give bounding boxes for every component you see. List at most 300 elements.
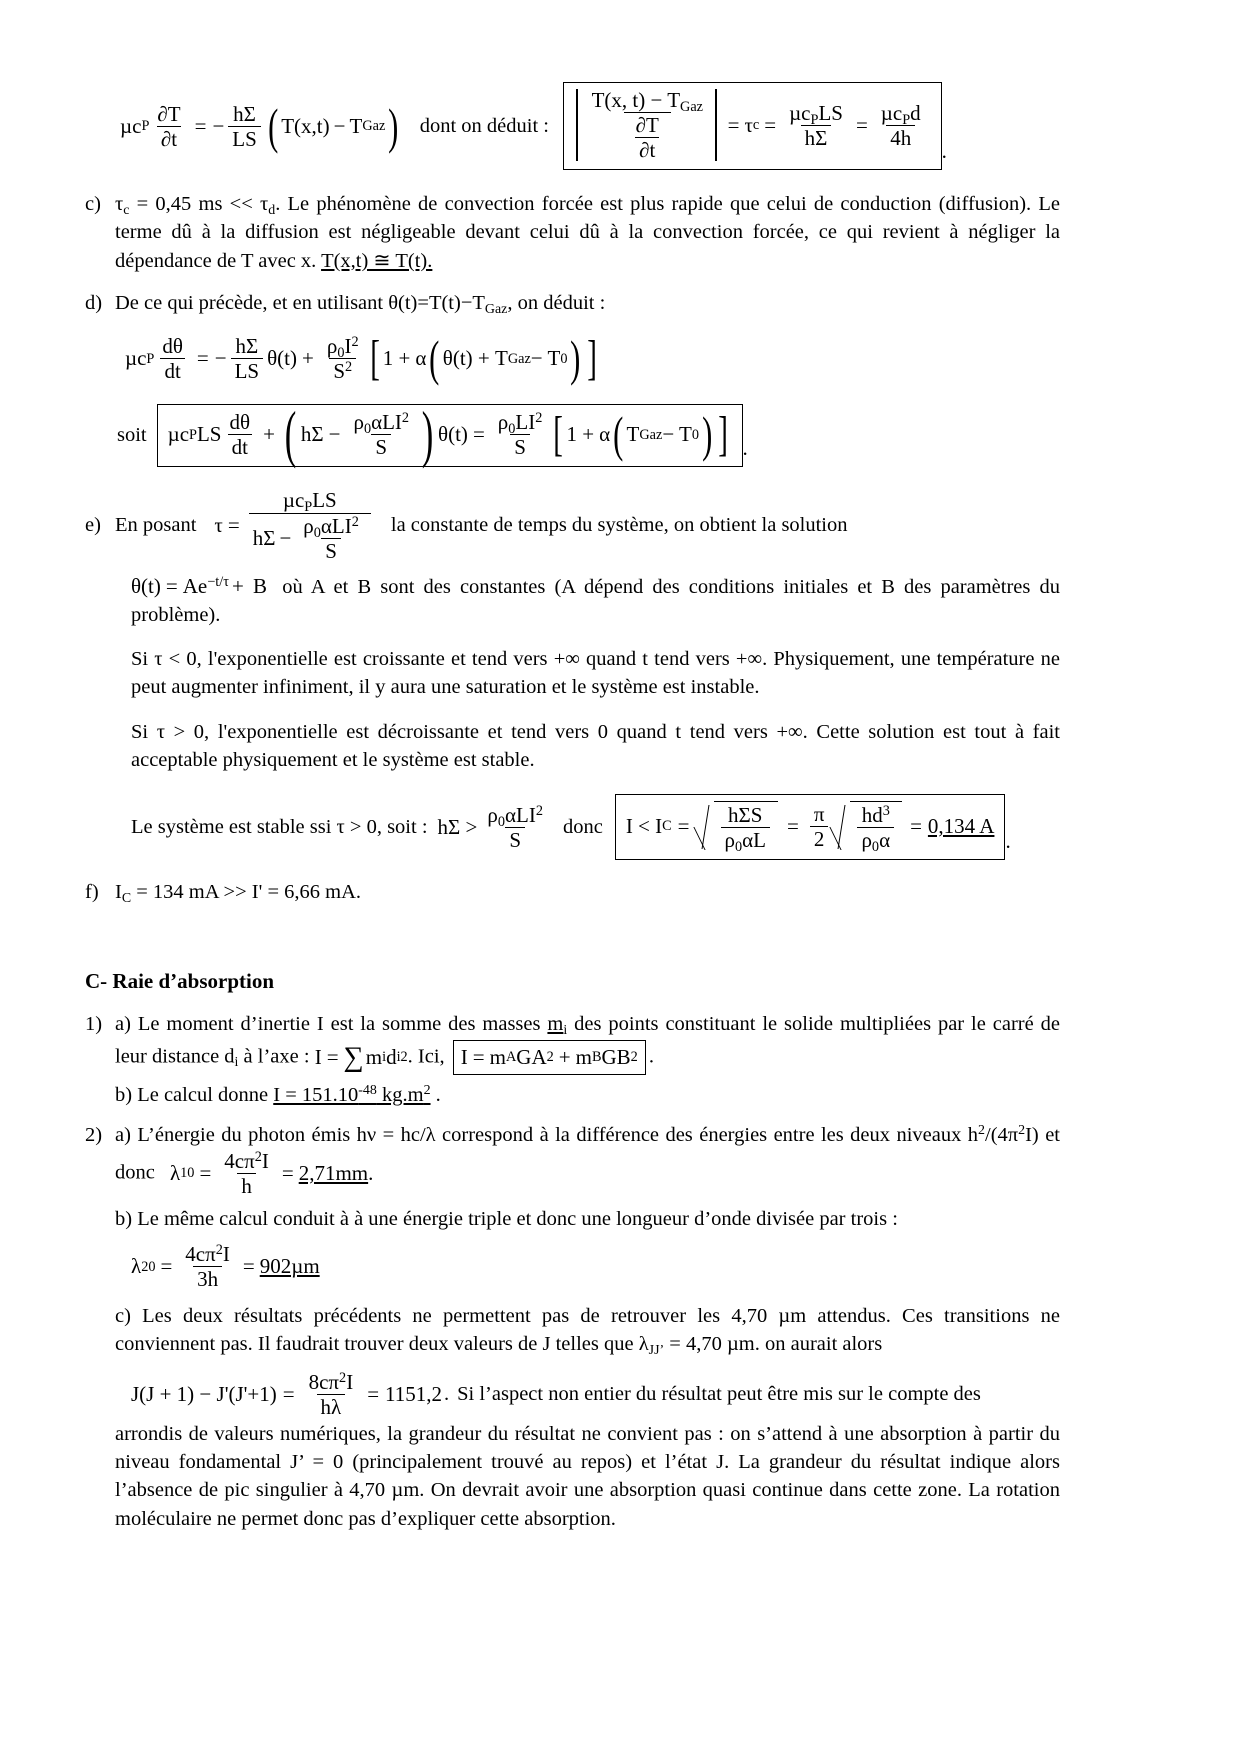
mu-cp-LS-over-h-sigma (785, 102, 847, 149)
rho-symbol: ρ (353, 410, 364, 435)
exponent: -48 (358, 1083, 377, 1099)
fraction-numerator: π (813, 801, 825, 826)
theta-of-t: θ(t) (267, 346, 298, 371)
h-sigma: hΣ (300, 422, 324, 447)
item-e-negative-case (85, 645, 1060, 702)
JJ-subscript: JJ’ (648, 1343, 665, 1359)
period: . (1005, 829, 1011, 854)
alpha-LI: αLI (371, 410, 402, 435)
equals-sign: = (282, 1381, 295, 1406)
equals-sign: = (367, 1381, 380, 1406)
fraction-denominator: S (510, 434, 530, 458)
fraction-denominator: hλ (317, 1394, 346, 1418)
fraction-numerator (588, 88, 707, 115)
paren-open: ( (284, 399, 297, 470)
h-sigma-condition: hΣ > (437, 814, 478, 839)
rho-symbol: ρ (497, 410, 509, 435)
inertia-numeric-result (273, 1084, 430, 1106)
tau-symbol: τ (115, 193, 124, 216)
item-2-text-a: L’énergie du photon émis hν = hc/λ correspond à la différence des énergies entre les deux niveaux h (137, 1124, 979, 1147)
rho0-alpha-LI2-over-S (349, 411, 413, 458)
period: . (648, 1045, 654, 1068)
item-d-marker: d) (85, 291, 103, 314)
rho-subscript: 0 (497, 813, 505, 830)
fraction-numerator: hΣS (728, 803, 763, 828)
pi-over-2-fraction (810, 803, 829, 850)
i-subscript: i (563, 1022, 568, 1038)
equals-sign: = (910, 813, 922, 838)
item-1-marker: 1) (85, 1012, 103, 1035)
sqrt-hsigmaS-over-rho0alphaL (698, 801, 778, 856)
lambda-symbol: λ (131, 1254, 142, 1279)
para-tau-negative: Si τ < 0, l'exponentielle est croissante et tend vers +∞ quand t tend vers +∞. Physiquement, une température ne peut augmenter infiniment, il y aura une saturation et le système est instable. (131, 648, 1060, 699)
exponent: 2 (1018, 1123, 1026, 1139)
minus-sign: − (328, 422, 341, 447)
fraction-numerator: dθ (162, 334, 183, 359)
fraction-denominator (857, 827, 894, 856)
item-e-solution-line (85, 572, 1060, 630)
T-of-x-t: T(x,t) (281, 113, 330, 138)
period: . (742, 436, 748, 461)
exponent: 2 (351, 513, 359, 530)
radical-symbol (698, 801, 714, 851)
theta-plus-Tgaz: θ(t) + T (442, 346, 508, 371)
equation-d2-row (117, 399, 1060, 470)
LI-symbol: LI (515, 410, 536, 435)
bracket-close: ] (587, 331, 597, 385)
hsigmaS-over-rho0alphaL (721, 803, 770, 856)
item-c-text-c: . Le phénomène de convection forcée est plus rapide que celui de conduction (diffusion). Le terme dû à la diffusion est négligeable devant celui dû à la convection forcée, ce qui revient à négliger la dépendance de T avec x. (115, 193, 1060, 272)
d-theta-dt-fraction (158, 335, 187, 382)
one-plus: 1 + (382, 346, 411, 371)
para-tau-positive: Si τ > 0, l'exponentielle est décroissante et tend vers 0 quand t tend vers +∞. Cette solution est tout à fait acceptable physiquement et le système est stable. (131, 720, 1060, 771)
item-e-marker: e) (85, 514, 101, 537)
alpha-LI: αLI (320, 513, 352, 538)
d-symbol: d (386, 1044, 397, 1069)
boxed-tau-c-equation: $\frac{T(x, t) - T_{Gaz}}{\frac{\partial T}{\partial t}}$ = τ c = $\frac{\mu c_PLS}{h\Sigma}$ = $\frac{\mu c_Pd}{4h}$ (563, 82, 942, 170)
S-symbol: S (333, 359, 346, 384)
boxed-equation-d2: µc P LS $\frac{d\theta}{dt}$ + ( hΣ − $\frac{\rho_0\alpha LI^2}{S}$ ) θ(t) = $\frac{\rho_0LI^2}{S}$ [ 1 + α ( T Gaz − T 0 ) ] (157, 404, 743, 467)
T-gaz-subscript: Gaz (484, 301, 508, 317)
item-2-text-f: = 4,70 µm. on aurait alors (664, 1333, 883, 1356)
mu-cp: µc (125, 346, 147, 371)
8cpi: 8cπ (308, 1369, 340, 1394)
numerator-rest: LS (818, 100, 843, 125)
partial-T-partial-t-fraction (153, 103, 184, 150)
I-symbol: I (115, 881, 122, 904)
result-value: I = 151.10 (273, 1084, 359, 1107)
4cpi2I-over-h (220, 1150, 273, 1197)
one-plus: 1 + (566, 422, 595, 447)
paren-open: ( (267, 98, 279, 154)
fraction-denominator: S (371, 434, 391, 458)
item-f-body (115, 878, 1060, 906)
item-2-text-b: /(4π (985, 1124, 1019, 1147)
stability-condition-row (131, 794, 1060, 860)
exponent: 2 (978, 1123, 986, 1139)
item-c (85, 190, 1060, 275)
sub-item-b-marker: b) (115, 1207, 133, 1230)
rho-subscript: 0 (871, 839, 880, 856)
equals-sign: = (227, 513, 240, 538)
rho0-LI2-over-S (494, 411, 547, 458)
item-e-text-c: où A et B sont des constantes (A dépend des conditions initiales et B des paramètres du problème). (131, 575, 1060, 626)
section-c-item-2 (85, 1121, 1060, 1537)
fraction-numerator (220, 1150, 273, 1173)
item-d-body (115, 289, 1060, 317)
hd-symbol: hd (861, 803, 883, 828)
plus-sign: + (263, 422, 275, 447)
bracket-close: ] (718, 407, 729, 461)
item-2-marker: 2) (85, 1124, 103, 1147)
period: . (368, 1160, 374, 1185)
rho-subscript: 0 (508, 421, 516, 438)
hd3-over-rho0alpha (857, 803, 894, 856)
item-f-values: = 134 mA >> I' = 6,66 mA. (131, 881, 362, 904)
period: . (430, 1084, 441, 1107)
equals-sign: = (165, 573, 178, 598)
LS-symbol: LS (312, 488, 337, 513)
item-2-final-paragraph (115, 1420, 1060, 1533)
inner-denominator: S (321, 538, 341, 562)
tau-symbol: τ (214, 513, 223, 538)
fraction-numerator: hΣ (235, 334, 259, 359)
rho-subscript: 0 (337, 345, 345, 362)
alpha-symbol: α (879, 828, 891, 853)
mu-symbol: µ (120, 113, 133, 138)
section-c-title: C- Raie d’absorption (85, 968, 275, 993)
fraction-denominator: dt (228, 434, 252, 458)
S-exponent: 2 (345, 359, 353, 376)
item-1-text-f: Le calcul donne (137, 1084, 274, 1107)
item-2-text-d: Le même calcul conduit à à une énergie triple et donc une longueur d’onde divisée par trois : (137, 1207, 898, 1230)
mi-underlined (547, 1012, 568, 1038)
equals-sign: = (281, 1160, 294, 1185)
tau-symbol: τ (744, 112, 753, 137)
rho-symbol: ρ (724, 828, 735, 853)
I-symbol: I (261, 1148, 269, 1173)
alpha-LI: αLI (504, 802, 536, 827)
theta-of-t: θ(t) (131, 573, 161, 598)
tau-subscript: c (123, 203, 130, 219)
rho-subscript: 0 (735, 839, 743, 856)
plus-B: + B (231, 573, 268, 598)
fraction-numerator: ∂T (157, 101, 181, 126)
item-1-sub-b-line (115, 1081, 1060, 1109)
equals-sign: = (160, 1254, 173, 1279)
I-exponent: 2 (351, 334, 359, 351)
fraction-numerator: hΣ (233, 101, 256, 126)
exponent: 2 (254, 1148, 262, 1165)
sub-item-b-marker: b) (115, 1084, 133, 1107)
sqrt-hd3-over-rho0alpha (834, 801, 902, 856)
fraction-denominator: 4h (886, 125, 915, 149)
exponent: 2 (535, 802, 543, 819)
item-c-text-b: = 0,45 ms << τ (129, 193, 269, 216)
h-sigma-LS-fraction (231, 335, 264, 382)
T-gaz: T (349, 113, 363, 138)
numerator-text: T(x, t) − T (591, 88, 681, 112)
C-subscript: C (121, 891, 132, 907)
item-d (85, 289, 1060, 317)
item-c-underlined-result: T(x,t) ≅ T(t). (321, 249, 433, 272)
final-paragraph-text: arrondis de valeurs numériques, la grandeur du résultat ne convient pas : on s’attend à une absorption à partir du niveau fondamental J’ = 0 (principalement trouvé au repos) et l’état J. La grandeur du résultat indique alors l’absence de pic singulier à 4,70 µm. On devrait avoir une absorption quasi continue dans cette zone. La rotation moléculaire ne permet donc pas d’expliquer cette absorption. (115, 1422, 1060, 1530)
fraction-denominator (329, 358, 356, 382)
item-e-text-a: En posant (115, 514, 197, 537)
exponent: 2 (339, 1369, 347, 1386)
j-formula-row (131, 1371, 1060, 1418)
item-2-sub-c-line (115, 1302, 1060, 1359)
fraction-numerator (785, 100, 847, 128)
inner-fraction (632, 114, 663, 161)
numerator-subscript: P (902, 111, 911, 128)
boxed-inertia-result: I = m A GA 2 + m B GB 2 (453, 1040, 646, 1075)
GB-symbol: GB (601, 1044, 631, 1069)
item-d-text-b: , on déduit : (507, 291, 606, 314)
8cpi2I-over-hlambda (305, 1371, 358, 1418)
rho0-I2-over-S2-fraction (323, 335, 363, 382)
item-1-text-c: à l’axe : (238, 1045, 315, 1068)
fraction-numerator (305, 1371, 358, 1394)
I-symbol: I (344, 334, 352, 359)
rho0-alpha-LI2-over-S (299, 515, 363, 562)
fraction-numerator (349, 410, 413, 438)
item-2-sub-b-line (115, 1205, 1060, 1233)
numerator-subscript: P (810, 111, 819, 128)
item-e-text-b: la constante de temps du système, on obtient la solution (390, 514, 848, 537)
mu-c: µc (282, 488, 305, 513)
fraction-numerator: dθ (229, 410, 251, 435)
h-sigma: hΣ (252, 526, 276, 551)
fraction-denominator (624, 112, 671, 161)
page-content (85, 60, 1060, 1539)
exponent: 2 (215, 1241, 223, 1258)
section-c-item-1 (85, 1010, 1060, 1110)
m-symbol: m (365, 1044, 383, 1069)
4cpi: 4cπ (185, 1241, 216, 1266)
rho-subscript: 0 (313, 524, 321, 541)
exponent: −t/τ (207, 573, 229, 590)
item-c-marker: c) (85, 193, 101, 216)
fraction-denominator: dt (160, 358, 184, 382)
lambda20-result: 902µm (259, 1254, 320, 1279)
equals-sign: = (196, 346, 209, 371)
j-result: 1151,2 (385, 1381, 443, 1406)
fraction-numerator (494, 410, 547, 438)
minus-sign: − (214, 346, 227, 371)
equals-sign: = (326, 1044, 339, 1069)
d-theta-dt-fraction (226, 411, 255, 458)
rho-symbol: ρ (861, 828, 872, 853)
paren-close: ) (702, 407, 713, 463)
tau-definition (214, 489, 374, 561)
tau-d-subscript: d (268, 203, 276, 219)
numerator-text: µc (880, 100, 903, 125)
stability-text: Le système est stable ssi τ > 0, soit : (131, 815, 428, 838)
equation-d1: µc P $\frac{d\theta}{dt}$ = − $\frac{h\Sigma}{LS}$ θ(t) + $\frac{\rho_0I^2}{S^2}$ [ 1 + α ( θ(t) + T Gaz − T 0 ) ] (125, 331, 597, 387)
LS-symbol: LS (196, 422, 222, 447)
lambda-symbol: λ (169, 1160, 181, 1185)
rho0-alpha-LI2-over-S (483, 804, 547, 851)
minus-T0: − T (662, 422, 692, 447)
rho-subscript: 0 (363, 421, 372, 438)
theta-of-t: θ(t) (438, 422, 468, 447)
critical-current-result: 0,134 A (927, 813, 995, 838)
plus-sign: + (558, 1044, 571, 1069)
item-1-text-a: Le moment d’inertie I est la somme des masses (137, 1012, 548, 1035)
m-symbol: m (489, 1044, 506, 1069)
radical-symbol (834, 801, 850, 851)
equals-sign: = (786, 813, 799, 838)
numerator-rest: d (910, 100, 921, 125)
fraction-numerator (877, 100, 925, 128)
GA-symbol: GA (516, 1044, 547, 1069)
j-trailing-text: . (444, 1383, 450, 1406)
paren-close: ) (570, 331, 581, 387)
boxed-critical-current: I < I C = $\frac{\text{hΣS}}{\rho_0\alpha L}$ = $\frac{\pi}{2}$ $\frac{hd^3}{\rho_0\alpha}$ = 0,134 A (615, 794, 1006, 860)
h-sigma-over-LS-fraction (228, 103, 261, 150)
I-symbol: I (222, 1241, 230, 1266)
equals-sign: = (677, 813, 690, 838)
paren-open: ( (429, 331, 440, 387)
equals-sign: = (727, 112, 740, 137)
donc-text: donc (562, 815, 603, 838)
sub-item-a-marker: a) (115, 1012, 131, 1035)
j-following-text: Si l’aspect non entier du résultat peut être mis sur le compte des (457, 1383, 981, 1406)
minus-T0: − T (530, 346, 561, 371)
rho-symbol: ρ (303, 513, 314, 538)
fraction-numerator (279, 488, 341, 516)
j-expression: J(J + 1) − J'(J'+1) (131, 1381, 277, 1406)
equals-sign: = (242, 1254, 255, 1279)
lambda10-formula: λ 10 = $\frac{4c\pi^2I}{h}$ = 2,71mm . (169, 1148, 374, 1198)
exponent: 3 (882, 803, 890, 820)
paren-close: ) (421, 399, 434, 470)
paren-close: ) (388, 98, 399, 154)
left-vertical-bar (576, 89, 578, 161)
item-2-body (115, 1121, 1060, 1537)
alpha-symbol: α (415, 346, 427, 371)
sub-item-a-marker: a) (115, 1124, 131, 1147)
fraction-numerator (181, 1243, 234, 1266)
inertia-formula: I = ∑ m i d i 2 (315, 1038, 408, 1077)
item-1-text-b: des points constituant le solide multipliées par le carré de leur distance d (115, 1012, 1060, 1068)
c-symbol: c (132, 113, 142, 138)
minus-sign: − (212, 113, 225, 138)
item-f (85, 878, 1060, 906)
rho-symbol: ρ (326, 334, 338, 359)
mu-cp: µc (167, 422, 190, 447)
inner-numerator (299, 513, 363, 541)
equals-sign: = (764, 112, 777, 137)
equation-top-lhs: µ c P $\frac{\partial T}{\partial t}$ = − $\frac{h\Sigma}{LS}$ ( T(x,t) − T Gaz ) (120, 98, 399, 154)
bracket-open: [ (553, 407, 564, 461)
equals-sign: = (472, 422, 485, 447)
fraction-numerator (858, 804, 894, 827)
minus-sign: − (333, 113, 346, 138)
p-subscript: P (304, 499, 313, 516)
item-e (85, 489, 1060, 561)
period: . (941, 139, 947, 164)
solution-para (131, 572, 1060, 630)
bracket-open: [ (369, 331, 380, 385)
tau-fraction (249, 489, 371, 561)
unit-exponent: 2 (423, 1083, 431, 1099)
equals-sign: = (199, 1160, 212, 1185)
item-2-text-e: Les deux résultats précédents ne permettent pas de retrouver les 4,70 µm attendus. Ces transitions ne conviennent pas. Il faudrait trouver deux valeurs de J telles que λ (115, 1305, 1060, 1356)
fraction-denominator: hΣ (801, 125, 832, 149)
item-2-text-c: I) et donc (115, 1124, 1060, 1183)
paren-open: ( (613, 407, 624, 463)
exponent: 2 (401, 410, 410, 427)
result-unit: kg.m (376, 1084, 424, 1107)
lambda10-result: 2,71mm (298, 1160, 369, 1185)
radicand (850, 801, 902, 856)
A-exp: Ae (182, 573, 208, 598)
fraction-denominator: LS (231, 358, 264, 382)
item-1-text-d: . Ici, (407, 1045, 445, 1068)
theta-solution (131, 574, 276, 598)
sum-symbol: ∑ (343, 1041, 364, 1073)
alpha-L: αL (742, 828, 766, 853)
rho-symbol: ρ (487, 802, 498, 827)
I-less-than-Ic: I < I (625, 813, 663, 838)
item-c-body (115, 190, 1060, 275)
sub-item-c-marker: c) (115, 1305, 131, 1328)
fraction-denominator (249, 513, 371, 562)
item-1-body (115, 1010, 1060, 1110)
numerator-subscript: Gaz (680, 98, 703, 115)
fraction-denominator: ∂t (157, 126, 181, 150)
inner-denominator: ∂t (635, 137, 659, 161)
numerator-text: µc (789, 100, 811, 125)
item-e-body (115, 489, 1060, 561)
plus-sign: + (302, 346, 314, 371)
m-symbol: m (547, 1012, 564, 1035)
equals-sign: = (472, 1044, 485, 1069)
4cpi2I-over-3h (181, 1243, 234, 1290)
I-symbol: I (346, 1369, 354, 1394)
mu-cp-d-over-4h (877, 102, 925, 149)
alpha-symbol: α (599, 422, 611, 447)
fraction-denominator: 3h (193, 1266, 222, 1290)
soit-label: soit (117, 424, 147, 447)
I-symbol: I (314, 1044, 322, 1069)
m-symbol: m (575, 1044, 592, 1069)
exponent: 2 (535, 410, 543, 427)
I-symbol: I (460, 1044, 468, 1069)
item-f-marker: f) (85, 881, 99, 904)
equals-sign: = (194, 113, 207, 138)
fraction-denominator: LS (228, 126, 261, 150)
equals-sign: = (855, 112, 868, 137)
fraction-denominator (721, 827, 770, 856)
4cpi: 4cπ (224, 1148, 255, 1173)
minus-sign: − (279, 526, 292, 551)
inner-numerator: ∂T (635, 113, 659, 138)
fraction-denominator: S (505, 827, 525, 851)
lambda20-formula-row: λ 20 = $\frac{4c\pi^2I}{3h}$ = 902µm (131, 1241, 320, 1291)
fraction-denominator: 2 (810, 826, 829, 850)
item-d-text-a: De ce qui précède, et en utilisant θ(t)=T(t)−T (115, 291, 485, 314)
fraction-numerator (483, 802, 547, 830)
T-gaz: T (626, 422, 640, 447)
tau-c-definition-fraction (588, 89, 707, 161)
equation-top-row (85, 82, 1060, 170)
right-vertical-bar (715, 89, 717, 161)
connector-text: dont on déduit : (419, 114, 549, 137)
item-e-positive-case (85, 718, 1060, 775)
